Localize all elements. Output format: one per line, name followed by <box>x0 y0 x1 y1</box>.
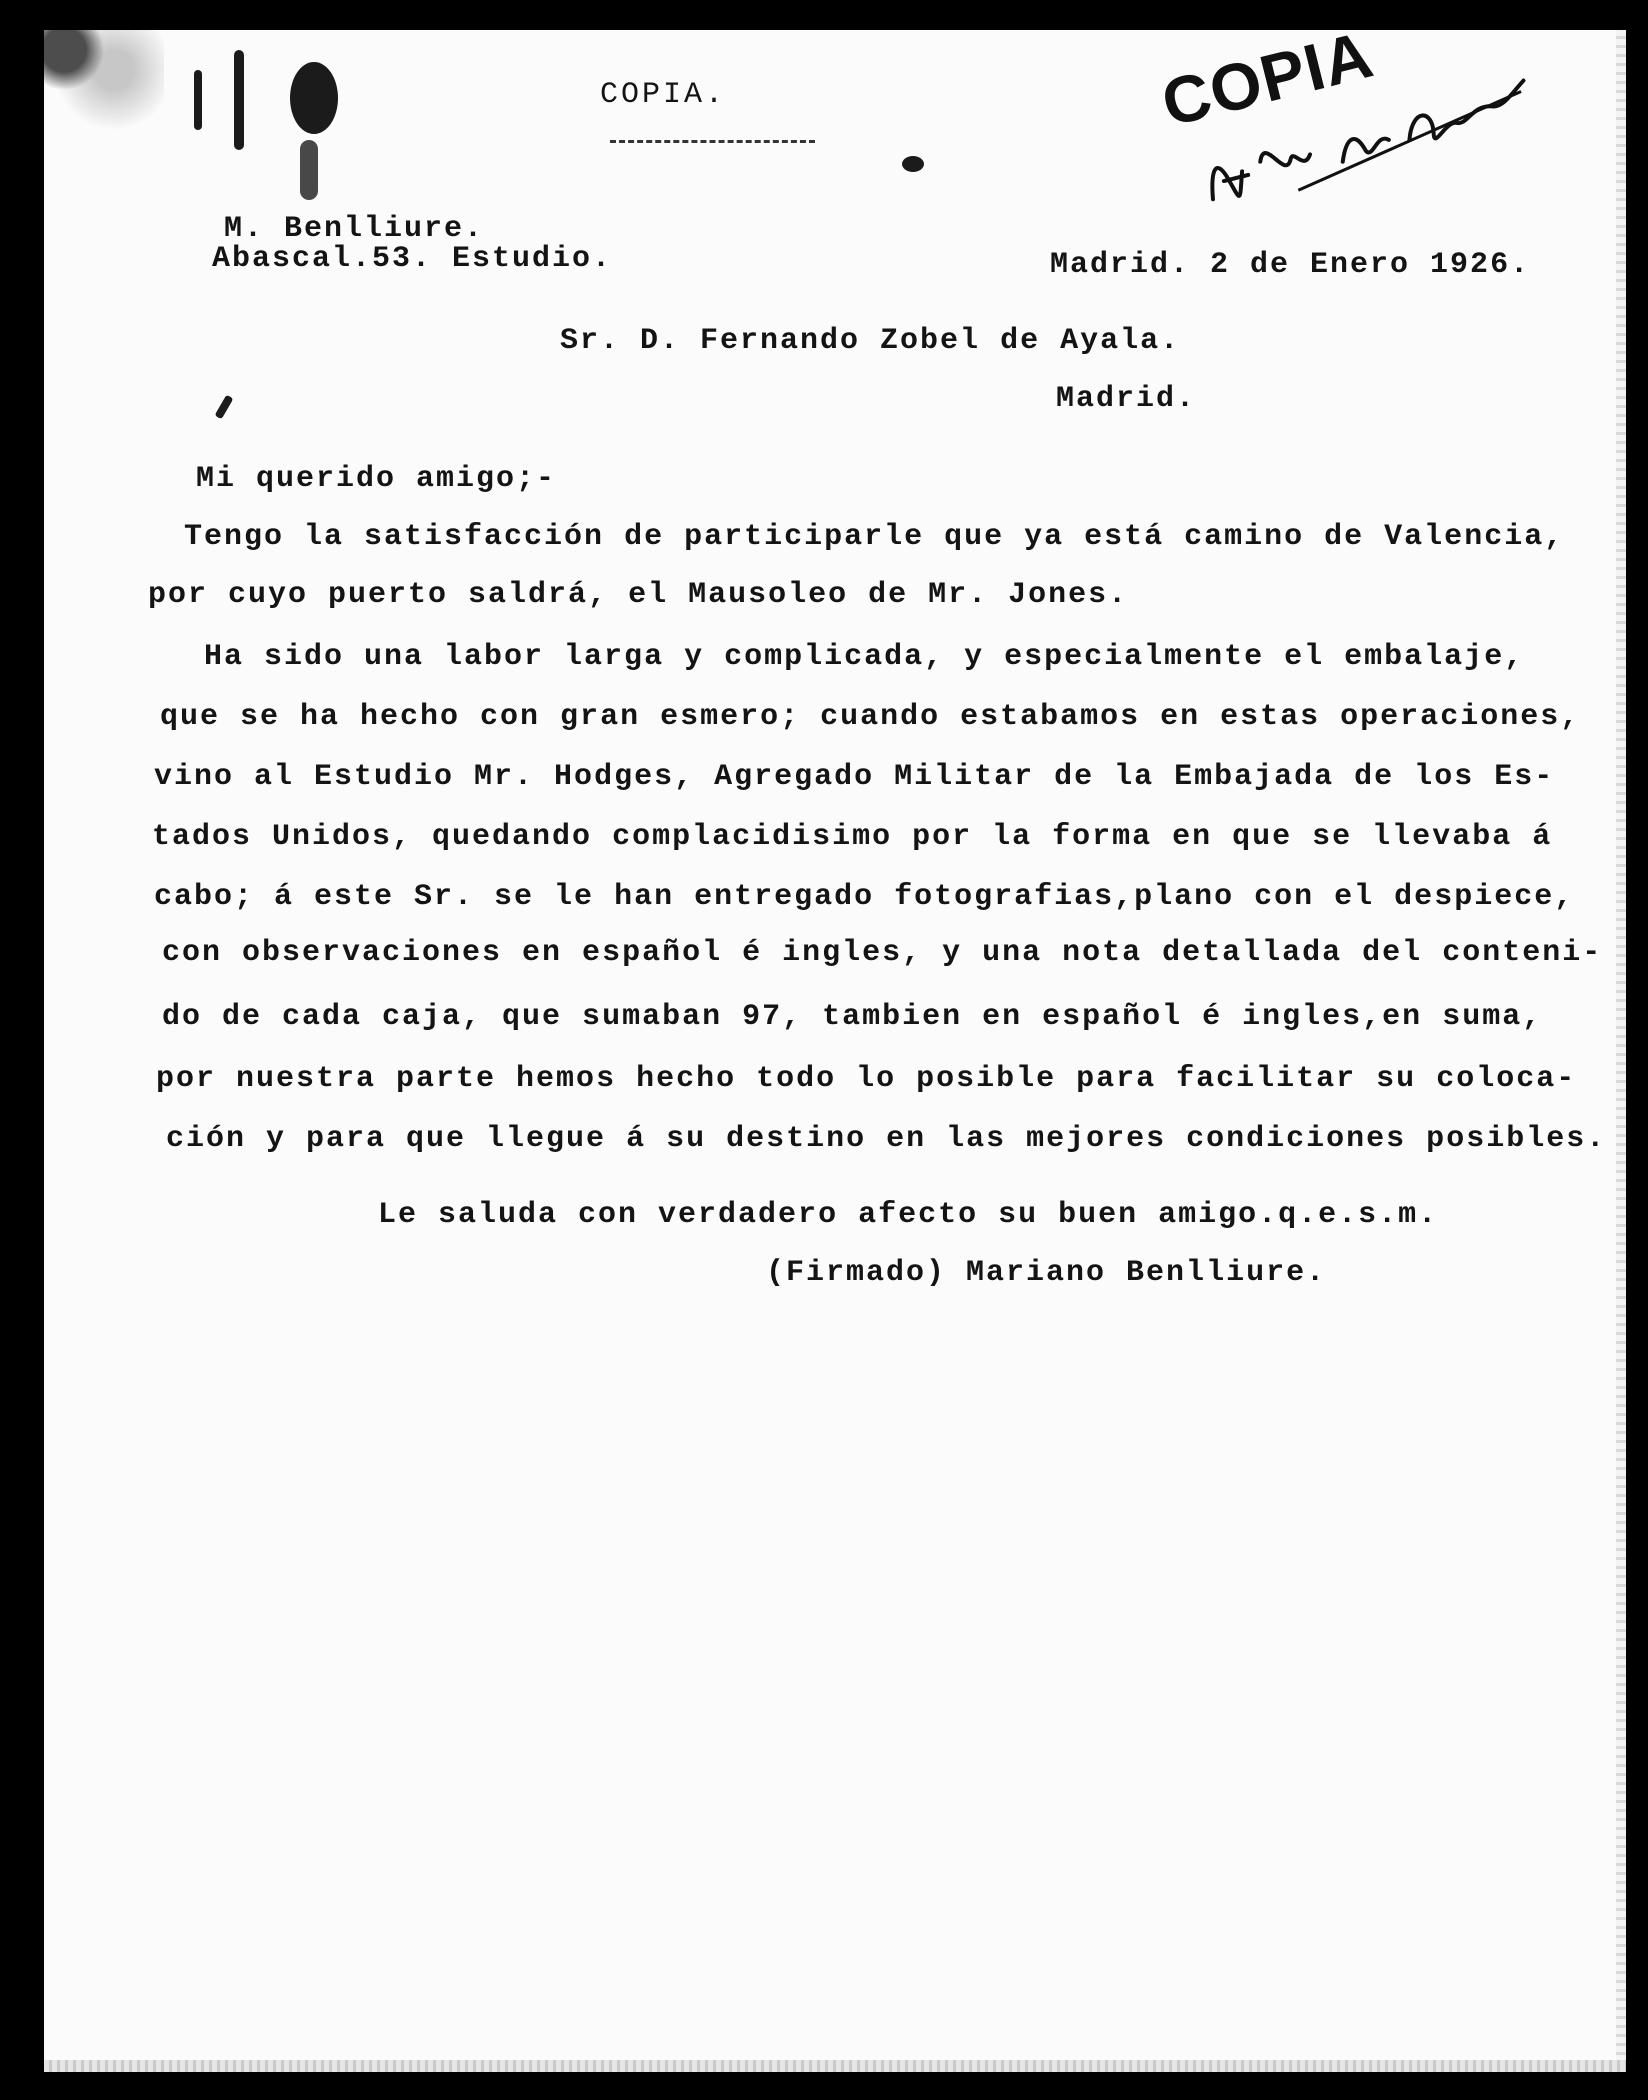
copy-mark: COPIA. <box>600 78 727 112</box>
recipient-city: Madrid. <box>1056 382 1197 416</box>
signature: (Firmado) Mariano Benlliure. <box>766 1256 1327 1290</box>
stamp-label: COPIA <box>1154 16 1381 141</box>
closing: Le saluda con verdadero afecto su buen amigo.q.e.s.m. <box>378 1198 1439 1232</box>
body-line: Tengo la satisfacción de participarle que ya está camino de Valencia, <box>184 520 1565 554</box>
body-line: cabo; á este Sr. se le han entregado fotografias,plano con el despiece, <box>154 880 1575 914</box>
body-line: tados Unidos, quedando complacidisimo por la forma en que se llevaba á <box>152 820 1553 854</box>
salutation: Mi querido amigo;- <box>196 462 557 496</box>
body-line: do de cada caja, que sumaban 97, tambien en español é ingles,en suma, <box>162 1000 1543 1034</box>
page-edge <box>44 2060 1626 2072</box>
ink-blot <box>290 62 338 134</box>
sender-address: Abascal.53. Estudio. <box>212 242 613 276</box>
body-line: ción y para que llegue á su destino en las mejores condiciones posibles. <box>166 1122 1607 1156</box>
body-line: por nuestra parte hemos hecho todo lo posible para facilitar su coloca- <box>156 1062 1577 1096</box>
recipient-name: Sr. D. Fernando Zobel de Ayala. <box>560 324 1181 358</box>
page-edge <box>1616 30 1626 2072</box>
body-line: con observaciones en español é ingles, y una nota detallada del conteni- <box>162 936 1603 970</box>
body-line: por cuyo puerto saldrá, el Mausoleo de Mr. Jones. <box>148 578 1129 612</box>
body-line: Ha sido una labor larga y complicada, y especialmente el embalaje, <box>204 640 1525 674</box>
ink-blot <box>300 140 318 200</box>
body-line: vino al Estudio Mr. Hodges, Agregado Militar de la Embajada de los Es- <box>154 760 1555 794</box>
ink-blot <box>194 70 202 130</box>
ink-blot <box>234 50 244 150</box>
ink-blot <box>215 395 234 420</box>
sender-name: M. Benlliure. <box>224 212 485 246</box>
ink-blot <box>902 156 924 172</box>
torn-corner <box>44 30 164 140</box>
copy-mark-underline <box>610 140 815 143</box>
letter-date: Madrid. 2 de Enero 1926. <box>1050 248 1531 282</box>
body-line: que se ha hecho con gran esmero; cuando estabamos en estas operaciones, <box>160 700 1581 734</box>
